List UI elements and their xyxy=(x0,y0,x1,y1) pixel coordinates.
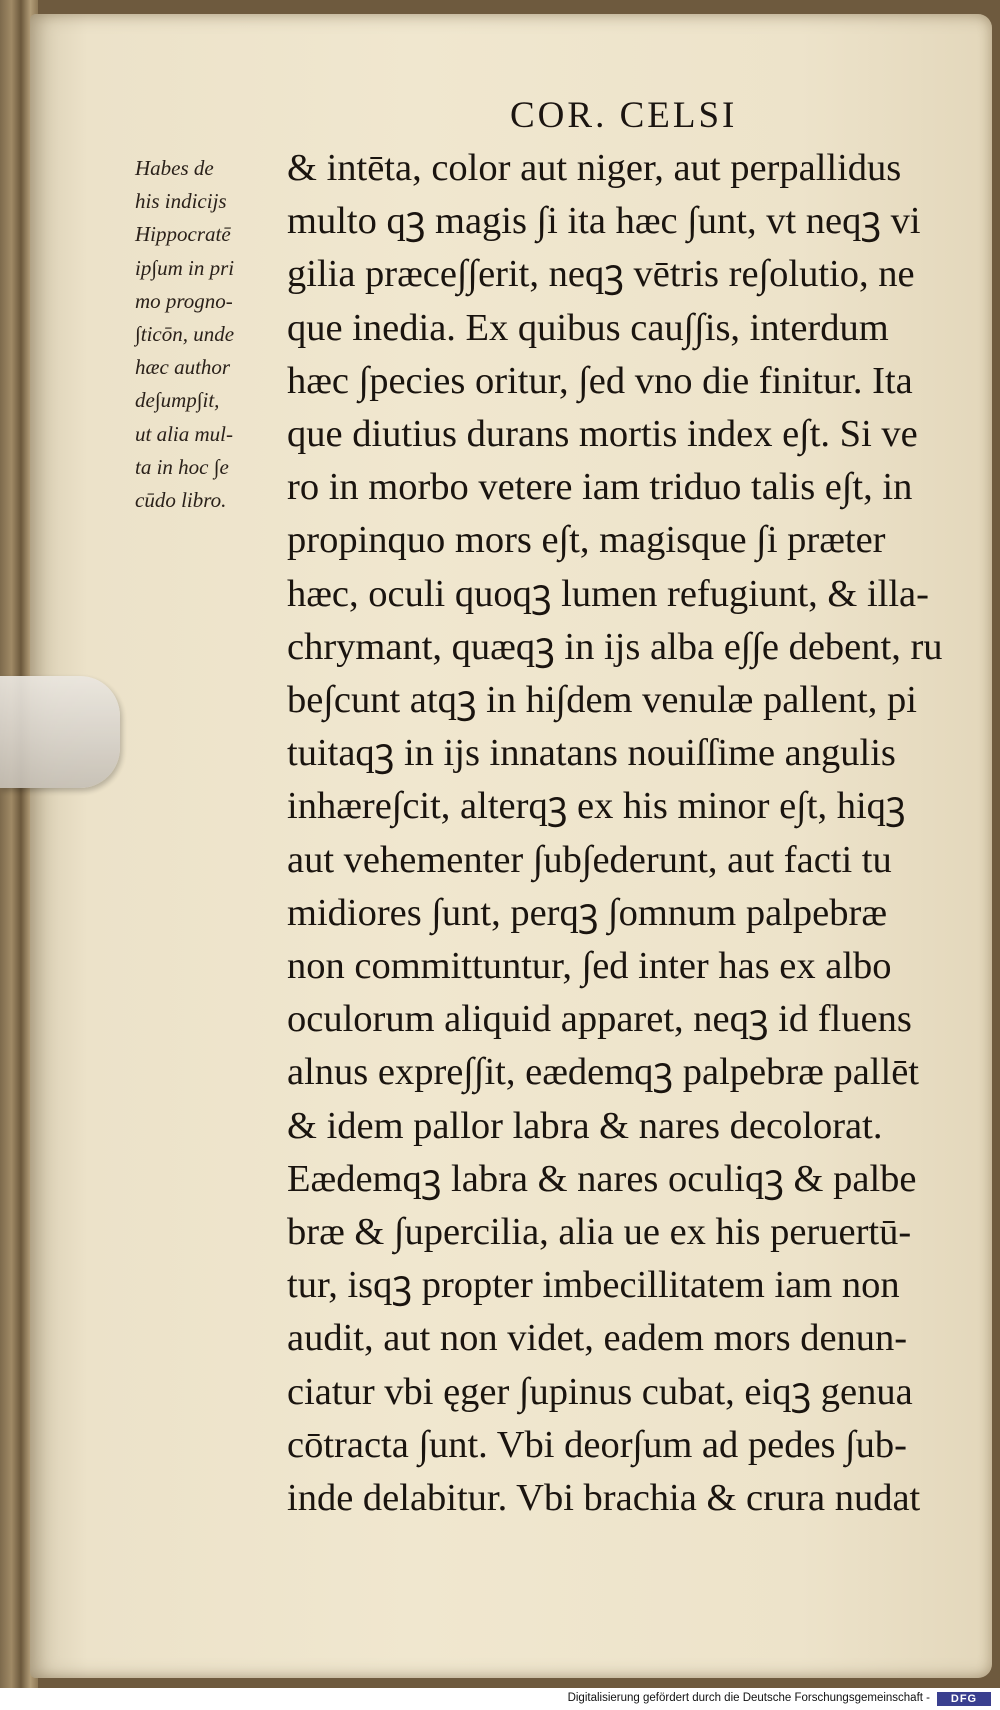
running-head: COR. CELSI xyxy=(510,95,738,136)
text-line: Eædemqꝫ labra & nares oculiqꝫ & palbe xyxy=(287,1157,917,1200)
text-line: cōtracta ∫unt. Vbi deor∫um ad pedes ∫ub- xyxy=(287,1423,908,1466)
text-line: midiores ∫unt, perqꝫ ∫omnum palpebræ xyxy=(287,891,887,934)
text-line: & idem pallor labra & nares decolorat. xyxy=(287,1104,883,1147)
page-clip xyxy=(0,676,120,788)
marginal-line: ta in hoc ∫e xyxy=(135,454,229,479)
marginal-line: de∫ump∫it, xyxy=(135,388,220,413)
text-line: multo qꝫ magis ∫i ita hæc ∫unt, vt neqꝫ vi xyxy=(287,200,921,243)
text-line: ciatur vbi ęger ∫upinus cubat, eiqꝫ genua xyxy=(287,1370,913,1413)
text-line: be∫cunt atqꝫ in hi∫dem venulæ pallent, pi xyxy=(287,679,917,722)
footer-credit: Digitalisierung gefördert durch die Deutsche Forschungsgemeinschaft - xyxy=(567,1692,930,1704)
text-line: que diutius durans mortis index e∫t. Si ve xyxy=(287,413,918,456)
main-text-block xyxy=(287,142,987,1525)
text-line: tuitaqꝫ in ijs innatans nouiſſime angulis xyxy=(287,732,896,775)
text-line: hæc ∫pecies oritur, ∫ed vno die finitur. Ita xyxy=(287,359,913,402)
text-line: inde delabitur. Vbi brachia & crura nudat xyxy=(287,1477,921,1520)
text-line: alnus expre∫∫it, eædemqꝫ palpebræ pallēt xyxy=(287,1051,919,1094)
text-line: propinquo mors e∫t, magisque ∫i præter xyxy=(287,519,886,562)
marginal-line: hæc author xyxy=(135,355,231,380)
text-line: hæc, oculi quoqꝫ lumen refugiunt, & illa- xyxy=(287,572,929,615)
marginal-line: his indicijs xyxy=(135,189,227,214)
dfg-logo: DFG xyxy=(937,1692,991,1706)
marginal-line: Hippocratē xyxy=(135,222,231,247)
text-line: audit, aut non videt, eadem mors denun- xyxy=(287,1317,908,1360)
text-line: & intēta, color aut niger, aut perpallidus xyxy=(287,147,902,189)
text-line: inhære∫cit, alterqꝫ ex his minor e∫t, hiqꝫ xyxy=(287,785,906,828)
text-line: oculorum aliquid apparet, neqꝫ id fluens xyxy=(287,998,912,1041)
text-line: aut vehementer ∫ub∫ederunt, aut facti tu xyxy=(287,838,892,881)
text-line: tur, isqꝫ propter imbecillitatem iam non xyxy=(287,1264,900,1307)
marginal-line: ∫ticōn, unde xyxy=(135,322,235,347)
text-line: bræ & ∫upercilia, alia ue ex his peruertū- xyxy=(287,1211,912,1254)
marginal-line: mo progno- xyxy=(135,288,233,313)
marginal-line: cūdo libro. xyxy=(135,488,227,513)
text-line: ro in morbo vetere iam triduo talis e∫t, in xyxy=(287,466,913,509)
text-line: que inedia. Ex quibus cau∫∫is, interdum xyxy=(287,306,889,349)
marginal-line: Habes de xyxy=(135,156,214,180)
text-line: gilia præce∫∫erit, neqꝫ vētris re∫olutio, ne xyxy=(287,253,915,296)
text-line: chrymant, quæqꝫ in ijs alba e∫∫e debent, ru xyxy=(287,625,943,668)
marginal-line: ip∫um in pri xyxy=(135,255,235,280)
marginal-line: ut alia mul- xyxy=(135,421,233,446)
marginal-note xyxy=(135,152,285,517)
text-line: non committuntur, ∫ed inter has ex albo xyxy=(287,945,892,988)
